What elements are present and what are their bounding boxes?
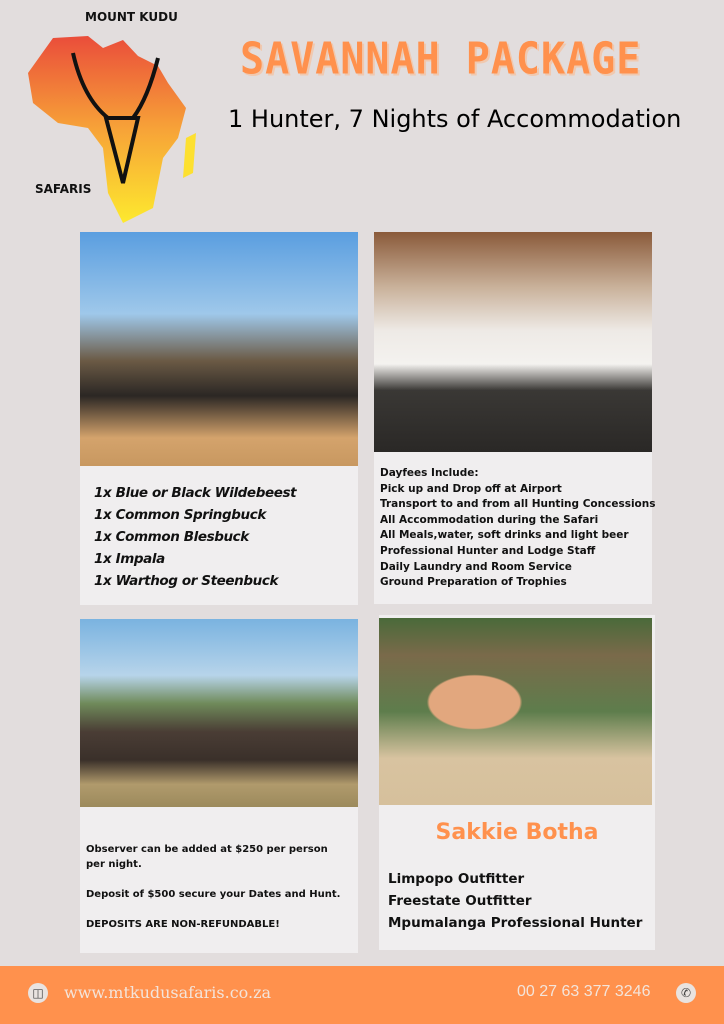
page-subtitle: 1 Hunter, 7 Nights of Accommodation <box>228 105 682 133</box>
hunter-role: Freestate Outfitter <box>388 893 532 909</box>
website-link[interactable]: www.mtkudusafaris.co.za <box>64 983 272 1002</box>
hunter-photo <box>379 618 652 805</box>
dayfee-item: Ground Preparation of Trophies <box>380 576 567 589</box>
dayfee-item: Daily Laundry and Room Service <box>380 560 572 573</box>
phone-icon: ✆ <box>676 983 696 1003</box>
trophy-item: 1x Common Springbuck <box>94 507 266 523</box>
dayfees-list <box>380 466 655 591</box>
dayfee-item: All Meals,water, soft drinks and light beer <box>380 529 629 542</box>
hunter-role: Mpumalanga Professional Hunter <box>388 915 643 931</box>
trophy-item: 1x Impala <box>94 551 165 567</box>
dayfee-item: All Accommodation during the Safari <box>380 513 599 526</box>
phone-number[interactable]: 00 27 63 377 3246 <box>517 983 651 1000</box>
dayfee-item: Transport to and from all Hunting Concessions <box>380 498 656 511</box>
observer-note: Observer can be added at $250 per person per night. <box>86 844 328 870</box>
trophy-list <box>94 482 296 592</box>
hunter-roles <box>388 868 642 934</box>
trophy-item: 1x Warthog or Steenbuck <box>94 573 279 589</box>
trophy-item: 1x Common Blesbuck <box>94 529 249 545</box>
logo-text-bottom: SAFARIS <box>35 182 92 196</box>
wildebeest-photo <box>80 232 358 466</box>
hunter-name: Sakkie Botha <box>435 820 599 845</box>
dayfees-heading: Dayfees Include: <box>380 467 479 479</box>
dayfee-item: Pick up and Drop off at Airport <box>380 482 562 495</box>
deposit-note: Deposit of $500 secure your Dates and Hunt. <box>86 889 341 900</box>
refund-note: DEPOSITS ARE NON-REFUNDABLE! <box>86 919 280 930</box>
logo-text-top: MOUNT KUDU <box>85 10 178 24</box>
globe-icon: ◫ <box>28 983 48 1003</box>
page-title: SAVANNAH PACKAGE <box>240 33 642 85</box>
buffalo-photo <box>80 619 358 807</box>
hunter-role: Limpopo Outfitter <box>388 871 525 887</box>
bedroom-photo <box>374 232 652 452</box>
trophy-item: 1x Blue or Black Wildebeest <box>94 485 297 501</box>
dayfee-item: Professional Hunter and Lodge Staff <box>380 544 596 557</box>
notes-text <box>86 842 346 947</box>
